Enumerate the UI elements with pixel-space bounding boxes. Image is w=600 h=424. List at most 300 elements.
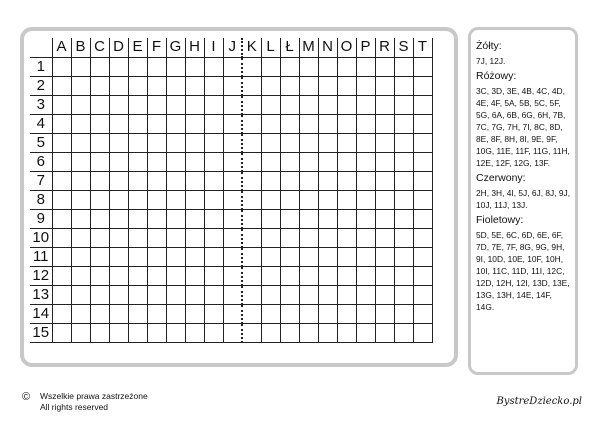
- grid-cell[interactable]: [109, 209, 128, 228]
- grid-cell[interactable]: [185, 323, 204, 342]
- grid-cell[interactable]: [242, 285, 261, 304]
- grid-cell[interactable]: [375, 114, 394, 133]
- grid-cell[interactable]: [52, 95, 71, 114]
- grid-cell[interactable]: [375, 152, 394, 171]
- grid-cell[interactable]: [71, 114, 90, 133]
- grid-cell[interactable]: [147, 171, 166, 190]
- grid-cell[interactable]: [413, 114, 432, 133]
- grid-cell[interactable]: [166, 114, 185, 133]
- grid-cell[interactable]: [280, 209, 299, 228]
- grid-cell[interactable]: [356, 95, 375, 114]
- grid-cell[interactable]: [242, 114, 261, 133]
- grid-cell[interactable]: [318, 266, 337, 285]
- grid-cell[interactable]: [242, 209, 261, 228]
- grid-cell[interactable]: [242, 76, 261, 95]
- grid-cell[interactable]: [356, 133, 375, 152]
- grid-cell[interactable]: [337, 266, 356, 285]
- grid-cell[interactable]: [223, 190, 242, 209]
- grid-cell[interactable]: [90, 152, 109, 171]
- grid-cell[interactable]: [337, 152, 356, 171]
- grid-cell[interactable]: [318, 57, 337, 76]
- grid-cell[interactable]: [185, 57, 204, 76]
- grid-cell[interactable]: [90, 114, 109, 133]
- grid-cell[interactable]: [337, 228, 356, 247]
- grid-cell[interactable]: [52, 304, 71, 323]
- grid-cell[interactable]: [223, 285, 242, 304]
- grid-cell[interactable]: [166, 247, 185, 266]
- grid-cell[interactable]: [375, 76, 394, 95]
- grid-cell[interactable]: [147, 304, 166, 323]
- grid-cell[interactable]: [337, 57, 356, 76]
- grid-cell[interactable]: [375, 95, 394, 114]
- grid-cell[interactable]: [52, 152, 71, 171]
- grid-cell[interactable]: [204, 76, 223, 95]
- grid-cell[interactable]: [375, 133, 394, 152]
- grid-cell[interactable]: [223, 152, 242, 171]
- grid-cell[interactable]: [166, 95, 185, 114]
- grid-cell[interactable]: [375, 171, 394, 190]
- grid-cell[interactable]: [242, 304, 261, 323]
- grid-cell[interactable]: [261, 323, 280, 342]
- grid-cell[interactable]: [109, 285, 128, 304]
- grid-cell[interactable]: [223, 171, 242, 190]
- grid-cell[interactable]: [280, 266, 299, 285]
- grid-cell[interactable]: [394, 171, 413, 190]
- grid-cell[interactable]: [147, 57, 166, 76]
- grid-cell[interactable]: [413, 171, 432, 190]
- grid-cell[interactable]: [337, 114, 356, 133]
- grid-cell[interactable]: [394, 228, 413, 247]
- grid-cell[interactable]: [242, 266, 261, 285]
- grid-cell[interactable]: [109, 323, 128, 342]
- grid-cell[interactable]: [166, 190, 185, 209]
- grid-cell[interactable]: [261, 133, 280, 152]
- grid-cell[interactable]: [242, 171, 261, 190]
- grid-cell[interactable]: [280, 114, 299, 133]
- grid-cell[interactable]: [337, 76, 356, 95]
- grid-cell[interactable]: [394, 114, 413, 133]
- grid-cell[interactable]: [299, 114, 318, 133]
- grid-cell[interactable]: [128, 228, 147, 247]
- grid-cell[interactable]: [413, 95, 432, 114]
- grid-cell[interactable]: [375, 190, 394, 209]
- grid-cell[interactable]: [299, 266, 318, 285]
- grid-cell[interactable]: [413, 209, 432, 228]
- grid-cell[interactable]: [147, 228, 166, 247]
- grid-cell[interactable]: [299, 247, 318, 266]
- grid-cell[interactable]: [337, 285, 356, 304]
- grid-cell[interactable]: [337, 304, 356, 323]
- grid-cell[interactable]: [128, 285, 147, 304]
- grid-cell[interactable]: [90, 266, 109, 285]
- grid-cell[interactable]: [337, 133, 356, 152]
- grid-cell[interactable]: [147, 266, 166, 285]
- grid-cell[interactable]: [90, 323, 109, 342]
- grid-cell[interactable]: [204, 285, 223, 304]
- grid-cell[interactable]: [147, 190, 166, 209]
- grid-cell[interactable]: [299, 57, 318, 76]
- grid-cell[interactable]: [261, 190, 280, 209]
- grid-cell[interactable]: [299, 304, 318, 323]
- grid-cell[interactable]: [394, 190, 413, 209]
- grid-cell[interactable]: [109, 95, 128, 114]
- grid-cell[interactable]: [261, 285, 280, 304]
- grid-cell[interactable]: [280, 304, 299, 323]
- grid-cell[interactable]: [261, 171, 280, 190]
- grid-cell[interactable]: [299, 323, 318, 342]
- grid-cell[interactable]: [204, 114, 223, 133]
- grid-cell[interactable]: [204, 57, 223, 76]
- grid-cell[interactable]: [185, 285, 204, 304]
- grid-cell[interactable]: [147, 95, 166, 114]
- grid-cell[interactable]: [52, 190, 71, 209]
- grid-cell[interactable]: [318, 95, 337, 114]
- grid-cell[interactable]: [204, 209, 223, 228]
- grid-cell[interactable]: [71, 133, 90, 152]
- grid-cell[interactable]: [299, 76, 318, 95]
- grid-cell[interactable]: [204, 323, 223, 342]
- grid-cell[interactable]: [318, 133, 337, 152]
- grid-cell[interactable]: [166, 152, 185, 171]
- grid-cell[interactable]: [90, 304, 109, 323]
- grid-cell[interactable]: [128, 209, 147, 228]
- grid-cell[interactable]: [394, 304, 413, 323]
- grid-cell[interactable]: [71, 304, 90, 323]
- grid-cell[interactable]: [356, 57, 375, 76]
- grid-cell[interactable]: [166, 266, 185, 285]
- grid-cell[interactable]: [318, 247, 337, 266]
- grid-cell[interactable]: [413, 152, 432, 171]
- grid-cell[interactable]: [147, 247, 166, 266]
- grid-cell[interactable]: [223, 209, 242, 228]
- grid-cell[interactable]: [261, 266, 280, 285]
- grid-cell[interactable]: [337, 323, 356, 342]
- grid-cell[interactable]: [356, 266, 375, 285]
- grid-cell[interactable]: [261, 114, 280, 133]
- grid-cell[interactable]: [242, 190, 261, 209]
- grid-cell[interactable]: [394, 247, 413, 266]
- grid-cell[interactable]: [185, 114, 204, 133]
- grid-cell[interactable]: [90, 171, 109, 190]
- grid-cell[interactable]: [223, 304, 242, 323]
- grid-cell[interactable]: [280, 133, 299, 152]
- grid-cell[interactable]: [413, 76, 432, 95]
- grid-cell[interactable]: [52, 171, 71, 190]
- grid-cell[interactable]: [242, 323, 261, 342]
- grid-cell[interactable]: [52, 57, 71, 76]
- grid-cell[interactable]: [185, 247, 204, 266]
- grid-cell[interactable]: [242, 247, 261, 266]
- grid-cell[interactable]: [109, 57, 128, 76]
- grid-cell[interactable]: [185, 152, 204, 171]
- grid-cell[interactable]: [147, 152, 166, 171]
- grid-cell[interactable]: [147, 76, 166, 95]
- grid-cell[interactable]: [280, 152, 299, 171]
- grid-cell[interactable]: [413, 304, 432, 323]
- grid-cell[interactable]: [166, 171, 185, 190]
- grid-cell[interactable]: [90, 95, 109, 114]
- grid-cell[interactable]: [375, 304, 394, 323]
- grid-cell[interactable]: [223, 133, 242, 152]
- grid-cell[interactable]: [90, 190, 109, 209]
- grid-cell[interactable]: [223, 114, 242, 133]
- grid-cell[interactable]: [394, 152, 413, 171]
- grid-cell[interactable]: [223, 247, 242, 266]
- grid-cell[interactable]: [337, 247, 356, 266]
- grid-cell[interactable]: [299, 171, 318, 190]
- grid-cell[interactable]: [147, 133, 166, 152]
- grid-cell[interactable]: [71, 95, 90, 114]
- grid-cell[interactable]: [185, 304, 204, 323]
- grid-cell[interactable]: [356, 209, 375, 228]
- grid-cell[interactable]: [71, 266, 90, 285]
- grid-cell[interactable]: [356, 323, 375, 342]
- grid-cell[interactable]: [204, 133, 223, 152]
- grid-cell[interactable]: [318, 76, 337, 95]
- grid-cell[interactable]: [166, 57, 185, 76]
- grid-cell[interactable]: [223, 266, 242, 285]
- grid-cell[interactable]: [204, 247, 223, 266]
- grid-cell[interactable]: [242, 152, 261, 171]
- grid-cell[interactable]: [413, 285, 432, 304]
- grid-cell[interactable]: [318, 152, 337, 171]
- grid-cell[interactable]: [109, 76, 128, 95]
- grid-cell[interactable]: [318, 323, 337, 342]
- grid-cell[interactable]: [204, 95, 223, 114]
- grid-cell[interactable]: [128, 133, 147, 152]
- grid-cell[interactable]: [242, 228, 261, 247]
- grid-cell[interactable]: [90, 228, 109, 247]
- grid-cell[interactable]: [128, 114, 147, 133]
- grid-cell[interactable]: [109, 114, 128, 133]
- grid-cell[interactable]: [261, 247, 280, 266]
- grid-cell[interactable]: [204, 228, 223, 247]
- grid-cell[interactable]: [185, 95, 204, 114]
- grid-cell[interactable]: [147, 285, 166, 304]
- grid-cell[interactable]: [204, 190, 223, 209]
- grid-cell[interactable]: [375, 228, 394, 247]
- grid-cell[interactable]: [71, 323, 90, 342]
- grid-cell[interactable]: [318, 285, 337, 304]
- grid-cell[interactable]: [394, 76, 413, 95]
- grid-cell[interactable]: [166, 209, 185, 228]
- grid-cell[interactable]: [204, 266, 223, 285]
- grid-cell[interactable]: [52, 114, 71, 133]
- grid-cell[interactable]: [299, 285, 318, 304]
- grid-cell[interactable]: [52, 209, 71, 228]
- grid-cell[interactable]: [52, 247, 71, 266]
- grid-cell[interactable]: [71, 190, 90, 209]
- grid-cell[interactable]: [375, 209, 394, 228]
- grid-cell[interactable]: [90, 57, 109, 76]
- grid-cell[interactable]: [52, 266, 71, 285]
- grid-cell[interactable]: [166, 304, 185, 323]
- grid-cell[interactable]: [185, 76, 204, 95]
- grid-cell[interactable]: [166, 133, 185, 152]
- grid-cell[interactable]: [147, 209, 166, 228]
- grid-cell[interactable]: [413, 190, 432, 209]
- grid-cell[interactable]: [337, 190, 356, 209]
- grid-cell[interactable]: [204, 152, 223, 171]
- grid-cell[interactable]: [109, 228, 128, 247]
- grid-cell[interactable]: [413, 247, 432, 266]
- grid-cell[interactable]: [261, 209, 280, 228]
- grid-cell[interactable]: [318, 171, 337, 190]
- grid-cell[interactable]: [280, 57, 299, 76]
- grid-cell[interactable]: [280, 285, 299, 304]
- grid-cell[interactable]: [185, 228, 204, 247]
- grid-cell[interactable]: [413, 266, 432, 285]
- grid-cell[interactable]: [204, 171, 223, 190]
- grid-cell[interactable]: [147, 114, 166, 133]
- grid-cell[interactable]: [375, 285, 394, 304]
- grid-cell[interactable]: [299, 209, 318, 228]
- grid-cell[interactable]: [261, 57, 280, 76]
- grid-cell[interactable]: [299, 190, 318, 209]
- grid-cell[interactable]: [394, 95, 413, 114]
- grid-cell[interactable]: [109, 190, 128, 209]
- grid-cell[interactable]: [299, 133, 318, 152]
- grid-cell[interactable]: [90, 133, 109, 152]
- grid-cell[interactable]: [337, 95, 356, 114]
- grid-cell[interactable]: [394, 266, 413, 285]
- grid-cell[interactable]: [166, 323, 185, 342]
- grid-cell[interactable]: [356, 152, 375, 171]
- grid-cell[interactable]: [109, 304, 128, 323]
- grid-cell[interactable]: [242, 95, 261, 114]
- grid-cell[interactable]: [185, 133, 204, 152]
- grid-cell[interactable]: [394, 133, 413, 152]
- grid-cell[interactable]: [71, 57, 90, 76]
- grid-cell[interactable]: [166, 76, 185, 95]
- grid-cell[interactable]: [223, 228, 242, 247]
- grid-cell[interactable]: [90, 285, 109, 304]
- grid-cell[interactable]: [52, 133, 71, 152]
- grid-cell[interactable]: [109, 266, 128, 285]
- grid-cell[interactable]: [413, 133, 432, 152]
- grid-cell[interactable]: [147, 323, 166, 342]
- grid-cell[interactable]: [413, 323, 432, 342]
- grid-cell[interactable]: [280, 247, 299, 266]
- grid-cell[interactable]: [318, 304, 337, 323]
- grid-cell[interactable]: [261, 152, 280, 171]
- grid-cell[interactable]: [356, 190, 375, 209]
- grid-cell[interactable]: [128, 304, 147, 323]
- grid-cell[interactable]: [356, 114, 375, 133]
- grid-cell[interactable]: [128, 190, 147, 209]
- grid-cell[interactable]: [299, 228, 318, 247]
- grid-cell[interactable]: [356, 285, 375, 304]
- grid-cell[interactable]: [356, 247, 375, 266]
- grid-cell[interactable]: [280, 190, 299, 209]
- grid-cell[interactable]: [413, 228, 432, 247]
- grid-cell[interactable]: [356, 76, 375, 95]
- grid-cell[interactable]: [280, 171, 299, 190]
- grid-cell[interactable]: [394, 285, 413, 304]
- grid-cell[interactable]: [52, 323, 71, 342]
- grid-cell[interactable]: [109, 247, 128, 266]
- grid-cell[interactable]: [90, 76, 109, 95]
- grid-cell[interactable]: [261, 228, 280, 247]
- grid-cell[interactable]: [242, 57, 261, 76]
- grid-cell[interactable]: [375, 247, 394, 266]
- grid-cell[interactable]: [318, 190, 337, 209]
- grid-cell[interactable]: [261, 95, 280, 114]
- grid-cell[interactable]: [71, 152, 90, 171]
- grid-cell[interactable]: [356, 304, 375, 323]
- grid-cell[interactable]: [356, 171, 375, 190]
- grid-cell[interactable]: [128, 171, 147, 190]
- grid-cell[interactable]: [90, 247, 109, 266]
- grid-cell[interactable]: [280, 228, 299, 247]
- grid-cell[interactable]: [52, 228, 71, 247]
- grid-cell[interactable]: [394, 209, 413, 228]
- grid-cell[interactable]: [223, 76, 242, 95]
- grid-cell[interactable]: [166, 285, 185, 304]
- grid-cell[interactable]: [413, 57, 432, 76]
- grid-cell[interactable]: [128, 95, 147, 114]
- grid-cell[interactable]: [109, 171, 128, 190]
- grid-cell[interactable]: [128, 323, 147, 342]
- grid-cell[interactable]: [318, 114, 337, 133]
- grid-cell[interactable]: [90, 209, 109, 228]
- grid-cell[interactable]: [109, 133, 128, 152]
- grid-cell[interactable]: [71, 76, 90, 95]
- grid-cell[interactable]: [318, 228, 337, 247]
- grid-cell[interactable]: [261, 76, 280, 95]
- grid-cell[interactable]: [299, 152, 318, 171]
- grid-cell[interactable]: [71, 285, 90, 304]
- grid-cell[interactable]: [185, 266, 204, 285]
- grid-cell[interactable]: [280, 323, 299, 342]
- grid-cell[interactable]: [128, 266, 147, 285]
- grid-cell[interactable]: [52, 76, 71, 95]
- grid-cell[interactable]: [261, 304, 280, 323]
- grid-cell[interactable]: [394, 57, 413, 76]
- grid-cell[interactable]: [71, 209, 90, 228]
- grid-cell[interactable]: [337, 171, 356, 190]
- grid-cell[interactable]: [299, 95, 318, 114]
- grid-cell[interactable]: [337, 209, 356, 228]
- grid-cell[interactable]: [128, 76, 147, 95]
- grid-cell[interactable]: [375, 266, 394, 285]
- grid-cell[interactable]: [185, 190, 204, 209]
- grid-cell[interactable]: [128, 247, 147, 266]
- grid-cell[interactable]: [71, 171, 90, 190]
- grid-cell[interactable]: [128, 152, 147, 171]
- grid-cell[interactable]: [185, 171, 204, 190]
- grid-cell[interactable]: [71, 228, 90, 247]
- grid-cell[interactable]: [223, 95, 242, 114]
- grid-cell[interactable]: [71, 247, 90, 266]
- grid-cell[interactable]: [128, 57, 147, 76]
- grid-cell[interactable]: [356, 228, 375, 247]
- grid-cell[interactable]: [375, 57, 394, 76]
- grid-cell[interactable]: [185, 209, 204, 228]
- grid-cell[interactable]: [223, 57, 242, 76]
- grid-cell[interactable]: [242, 133, 261, 152]
- grid-cell[interactable]: [394, 323, 413, 342]
- grid-cell[interactable]: [109, 152, 128, 171]
- grid-cell[interactable]: [52, 285, 71, 304]
- grid-cell[interactable]: [166, 228, 185, 247]
- grid-cell[interactable]: [204, 304, 223, 323]
- grid-cell[interactable]: [375, 323, 394, 342]
- grid-cell[interactable]: [280, 76, 299, 95]
- grid-cell[interactable]: [223, 323, 242, 342]
- grid-cell[interactable]: [280, 95, 299, 114]
- grid-cell[interactable]: [318, 209, 337, 228]
